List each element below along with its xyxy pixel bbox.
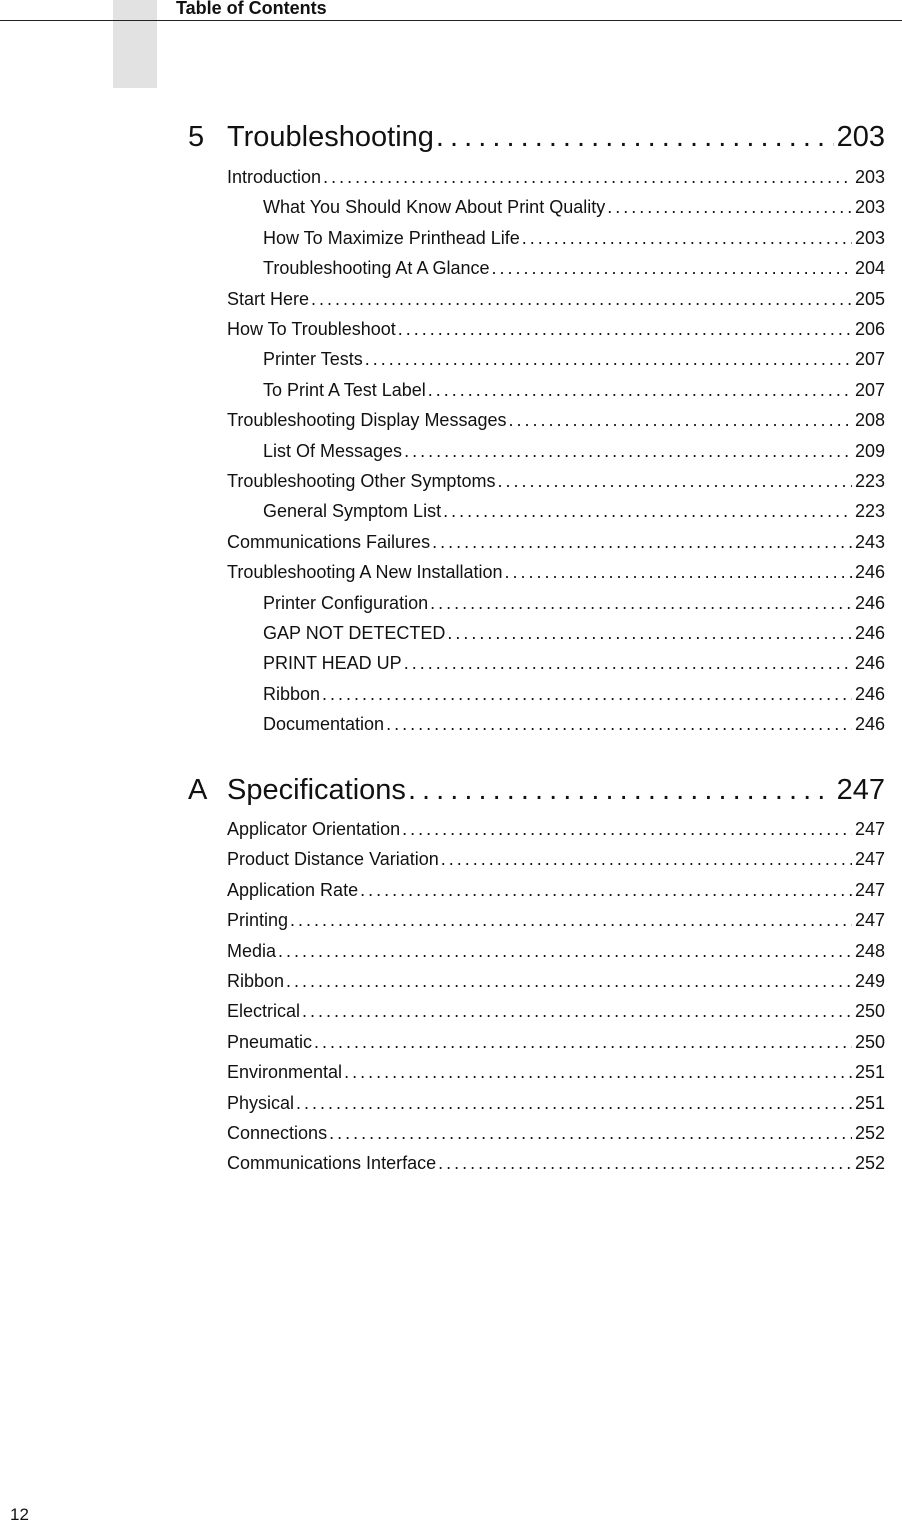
chapter-number: 5 [188,121,205,153]
toc-section-entry[interactable] [227,166,885,188]
toc-section-entry[interactable] [227,1092,885,1114]
entry-title: Environmental [227,1062,343,1083]
toc-subsection-entry[interactable] [263,196,885,218]
entry-page: 250 [854,1001,885,1022]
dot-leader [404,440,852,462]
entry-page: 207 [854,349,885,370]
entry-page: 250 [854,1031,885,1052]
entry-page: 203 [854,197,885,218]
entry-title: General Symptom List [263,501,442,522]
toc-subsection-entry[interactable] [263,652,885,674]
entry-page: 208 [854,410,885,431]
entry-title: Ribbon [263,683,321,704]
dot-leader [505,561,852,583]
toc-section-entry[interactable] [227,909,885,931]
entry-title: How To Troubleshoot [227,319,396,339]
dot-leader [278,940,852,962]
dot-leader [286,970,852,992]
toc-section-entry[interactable] [227,318,885,340]
entry-title: Electrical [227,1001,301,1022]
entry-title: Troubleshooting A New Installation [227,562,503,583]
entry-title: Troubleshooting Display Messages [227,410,507,431]
entry-page: 252 [854,1153,885,1174]
chapter-entry[interactable] [227,773,885,807]
entry-page: 246 [854,683,885,704]
entry-title: Printing [227,910,289,931]
dot-leader [365,348,852,370]
entry-page: 246 [854,592,885,613]
entry-title: Pneumatic [227,1031,313,1052]
dot-leader [443,500,852,522]
toc-section-entry[interactable] [227,1061,885,1083]
entry-title: Communications Interface [227,1153,437,1174]
dot-leader [322,683,852,705]
entry-title: List Of Messages [263,440,403,461]
dot-leader [311,288,852,310]
dot-leader [428,379,852,401]
entry-page: 246 [854,562,885,583]
toc-section-entry[interactable] [227,1000,885,1022]
entry-title: Product Distance Variation [227,849,439,870]
entry-title: Connections [227,1123,328,1143]
dot-leader [438,1152,852,1174]
dot-leader [497,470,852,492]
toc-section-entry[interactable] [227,1031,885,1053]
dot-leader [329,1122,852,1144]
toc-section-entry[interactable] [227,879,885,901]
toc-subsection-entry[interactable] [263,257,885,279]
entry-page: 246 [854,623,885,643]
dot-leader [508,409,851,431]
entry-page: 247 [854,849,885,870]
entry-page: 203 [854,167,885,187]
entry-title: How To Maximize Printhead Life [263,227,520,248]
chapter-page: 247 [836,774,885,806]
chapter-title: Specifications [227,774,406,806]
toc-subsection-entry[interactable] [263,713,885,735]
entry-page: 207 [854,379,885,400]
entry-title: PRINT HEAD UP [263,653,402,674]
toc-section-entry[interactable] [227,818,885,840]
toc-subsection-entry[interactable] [263,379,885,401]
dot-leader [441,848,852,870]
header-tab-block [113,0,157,88]
dot-leader [404,652,852,674]
dot-leader [432,531,852,553]
toc-subsection-entry[interactable] [263,592,885,614]
entry-page: 204 [854,258,885,279]
toc-subsection-entry[interactable] [263,440,885,462]
dot-leader [302,1000,852,1022]
chapter-entry[interactable] [227,120,885,154]
dot-leader [408,773,834,807]
entry-page: 247 [854,910,885,931]
chapter-title: Troubleshooting [227,121,434,153]
page-header-title: Table of Contents [176,0,327,18]
toc-section-entry[interactable] [227,531,885,553]
entry-page: 205 [854,288,885,309]
entry-page: 251 [854,1062,885,1083]
toc-section-entry[interactable] [227,1152,885,1174]
dot-leader [323,166,852,188]
entry-title: Printer Configuration [263,592,429,613]
toc-section-entry[interactable] [227,561,885,583]
entry-title: What You Should Know About Print Quality [263,197,606,218]
dot-leader [447,622,852,644]
toc-subsection-entry[interactable] [263,622,885,644]
toc-section-entry[interactable] [227,970,885,992]
entry-page: 246 [854,653,885,674]
entry-title: Communications Failures [227,531,431,552]
toc-section-entry[interactable] [227,1122,885,1144]
chapter-page: 203 [836,121,885,153]
entry-page: 251 [854,1092,885,1113]
entry-page: 203 [854,227,885,248]
toc-section-entry[interactable] [227,940,885,962]
entry-page: 246 [854,714,885,735]
dot-leader [344,1061,852,1083]
toc-section-entry[interactable] [227,848,885,870]
entry-title: GAP NOT DETECTED [263,623,446,643]
entry-title: Applicator Orientation [227,819,401,839]
dot-leader [522,227,852,249]
entry-page: 247 [854,819,885,839]
toc-subsection-entry[interactable] [263,683,885,705]
entry-page: 209 [854,440,885,461]
entry-page: 243 [854,531,885,552]
page-number: 12 [10,1505,29,1524]
entry-title: Start Here [227,288,310,309]
entry-title: Ribbon [227,971,285,991]
toc-section-entry[interactable] [227,409,885,431]
dot-leader [314,1031,852,1053]
entry-title: Application Rate [227,879,359,900]
dot-leader [492,257,852,279]
toc-section-entry[interactable] [227,288,885,310]
header-rule [0,20,902,21]
entry-page: 223 [854,471,885,491]
dot-leader [402,818,852,840]
dot-leader [386,713,852,735]
toc-section-entry[interactable] [227,470,885,492]
dot-leader [436,120,834,154]
entry-title: Printer Tests [263,349,363,370]
dot-leader [607,196,852,218]
entry-page: 247 [854,879,885,900]
dot-leader [290,909,852,931]
dot-leader [360,879,852,901]
toc-subsection-entry[interactable] [263,348,885,370]
entry-title: Media [227,940,277,961]
entry-page: 249 [854,971,885,991]
dot-leader [398,318,852,340]
entry-page: 248 [854,940,885,961]
entry-title: Troubleshooting Other Symptoms [227,471,496,491]
dot-leader [296,1092,852,1114]
entry-title: To Print A Test Label [263,379,426,400]
toc-subsection-entry[interactable] [263,227,885,249]
dot-leader [430,592,852,614]
entry-title: Physical [227,1092,295,1113]
entry-page: 223 [854,501,885,522]
entry-title: Introduction [227,167,322,187]
entry-title: Troubleshooting At A Glance [263,258,490,279]
entry-page: 206 [854,319,885,339]
entry-title: Documentation [263,714,385,735]
chapter-number: A [188,774,208,806]
toc-subsection-entry[interactable] [263,500,885,522]
entry-page: 252 [854,1123,885,1143]
